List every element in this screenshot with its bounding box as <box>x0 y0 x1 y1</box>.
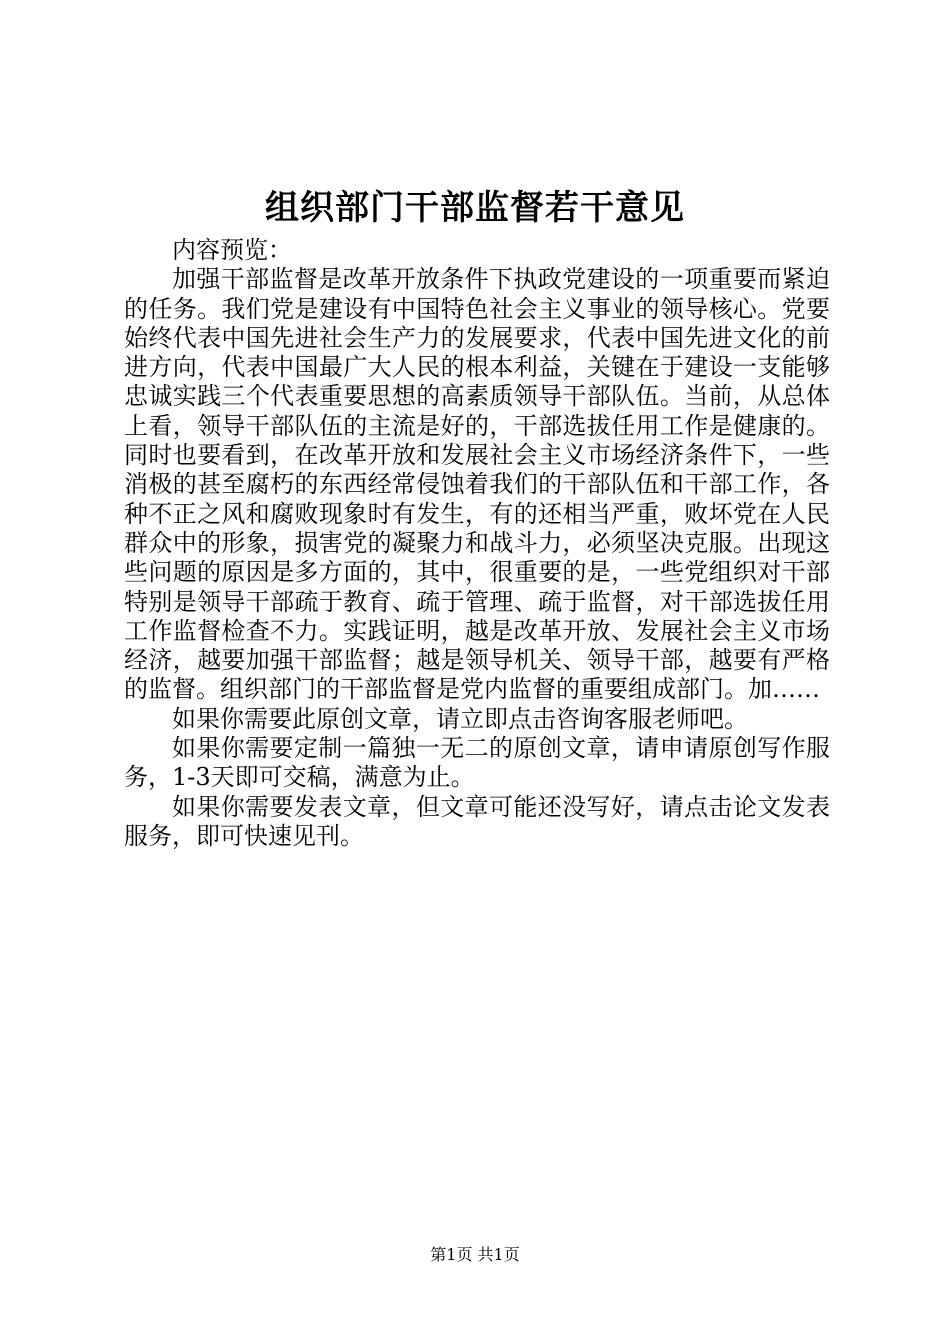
preview-label: 内容预览： <box>172 236 292 264</box>
page-footer: 第1页 共1页 <box>430 1245 520 1264</box>
document-content <box>124 236 830 851</box>
document-title: 组织部门干部监督若干意见 <box>265 188 685 228</box>
notice-custom-writing: 如果你需要定制一篇独一无二的原创文章，请申请原创写作服务，1-3天即可交稿，满意为止。 <box>124 734 830 792</box>
body-paragraph: 加强干部监督是改革开放条件下执政党建设的一项重要而紧迫的任务。我们党是建设有中国特色社会主义事业的领导核心。党要始终代表中国先进社会生产力的发展要求，代表中国先进文化的前进方向，代表中国最广大人民的根本利益，关键在于建设一支能够忠诚实践三个代表重要思想的高素质领导干部队伍。当前，从总体上看，领导干部队伍的主流是好的，干部选拔任用工作是健康的。同时也要看到，在改革开放和发展社会主义市场经济条件下，一些消极的甚至腐朽的东西经常侵蚀着我们的干部队伍和干部工作，各种不正之风和腐败现象时有发生，有的还相当严重，败坏党在人民群众中的形象，损害党的凝聚力和战斗力，必须坚决克服。出现这些问题的原因是多方面的，其中，很重要的是，一些党组织对干部特别是领导干部疏于教育、疏于管理、疏于监督，对干部选拔任用工作监督检查不力。实践证明，越是改革开放、发展社会主义市场经济，越要加强干部监督；越是领导机关、领导干部，越要有严格的监督。组织部门的干部监督是党内监督的重要组成部门。加…… <box>124 265 830 704</box>
notice-publication-service: 如果你需要发表文章，但文章可能还没写好，请点击论文发表服务，即可快速见刊。 <box>124 792 830 850</box>
notice-original-article: 如果你需要此原创文章，请立即点击咨询客服老师吧。 <box>172 704 748 733</box>
